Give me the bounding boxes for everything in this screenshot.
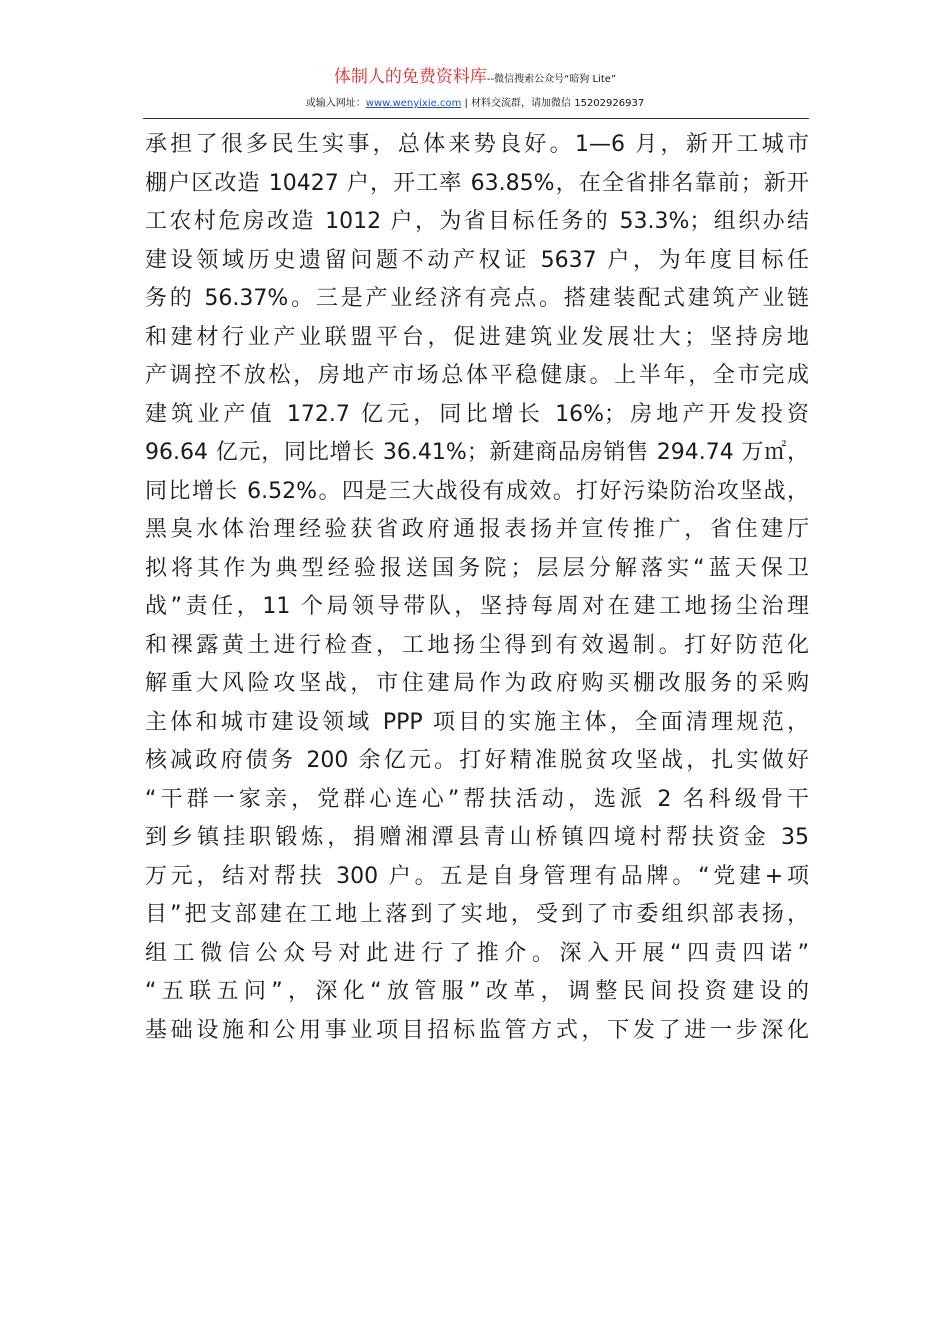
text-line: 产调控不放松，房地产市场总体平稳健康。上半年，全市完成	[145, 363, 809, 388]
document-body	[145, 126, 809, 1050]
text-line: 基础设施和公用事业项目招标监管方式，下发了进一步深化	[145, 1017, 809, 1043]
text-line: 组工微信公众号对此进行了推介。深入开展“四责四诺”	[145, 940, 809, 966]
text-line: “五联五问”，深化“放管服”改革，调整民间投资建设的	[145, 979, 809, 1004]
text-line: 务的 56.37%。三是产业经济有亮点。搭建装配式建筑产业链	[145, 286, 809, 311]
text-line: 承担了很多民生实事，总体来势良好。1—6 月，新开工城市	[145, 132, 809, 157]
text-line: 建筑业产值 172.7 亿元，同比增长 16%；房地产开发投资	[145, 401, 809, 427]
header-subtitle: --微信搜索公众号“暗狗 Lite”	[486, 74, 617, 85]
text-line: 万元，结对帮扶 300 户。五是自身管理有品牌。“党建+项	[145, 863, 809, 889]
text-line: 解重大风险攻坚战，市住建局作为政府购买棚改服务的采购	[145, 671, 809, 696]
contact-info: 材料交流群，请加微信 15202926937	[471, 98, 645, 109]
url-prefix: 或输入网址：	[305, 98, 366, 109]
text-line: 棚户区改造 10427 户，开工率 63.85%，在全省排名靠前；新开	[145, 170, 809, 196]
text-line: 黑臭水体治理经验获省政府通报表扬并宣传推广，省住建厅	[145, 517, 809, 542]
header-separator: |	[461, 98, 472, 109]
text-line: 战”责任，11 个局领导带队，坚持每周对在建工地扬尘治理	[145, 594, 809, 619]
text-line: 和建材行业产业联盟平台，促进建筑业发展壮大；坚持房地	[145, 324, 809, 350]
text-line: 目”把支部建在工地上落到了实地，受到了市委组织部表扬，	[145, 902, 809, 927]
text-line: 和裸露黄土进行检查，工地扬尘得到有效遏制。打好防范化	[145, 632, 809, 658]
header-title-line	[0, 66, 950, 91]
header-contact-line	[0, 93, 950, 115]
text-line: 到乡镇挂职锻炼，捐赠湘潭县青山桥镇四境村帮扶资金 35	[145, 825, 809, 850]
website-link[interactable]: www.wenyixie.com	[365, 98, 462, 109]
header-divider	[143, 118, 809, 119]
text-line: 同比增长 6.52%。四是三大战役有成效。打好污染防治攻坚战，	[145, 478, 809, 504]
text-line: 建设领域历史遗留问题不动产权证 5637 户，为年度目标任	[145, 247, 809, 273]
brand-title: 体制人的免费资料库	[333, 67, 487, 87]
text-line: 96.64 亿元，同比增长 36.41%；新建商品房销售 294.74 万㎡，	[145, 440, 809, 465]
text-line: 核减政府债务 200 余亿元。打好精准脱贫攻坚战，扎实做好	[145, 748, 809, 773]
page-header	[0, 66, 950, 115]
text-line: 拟将其作为典型经验报送国务院；层层分解落实“蓝天保卫	[145, 555, 809, 581]
text-line: 工农村危房改造 1012 户，为省目标任务的 53.3%；组织办结	[145, 209, 809, 234]
text-line: “干群一家亲，党群心连心”帮扶活动，选派 2 名科级骨干	[145, 786, 809, 812]
text-line: 主体和城市建设领域 PPP 项目的实施主体，全面清理规范，	[145, 709, 809, 735]
